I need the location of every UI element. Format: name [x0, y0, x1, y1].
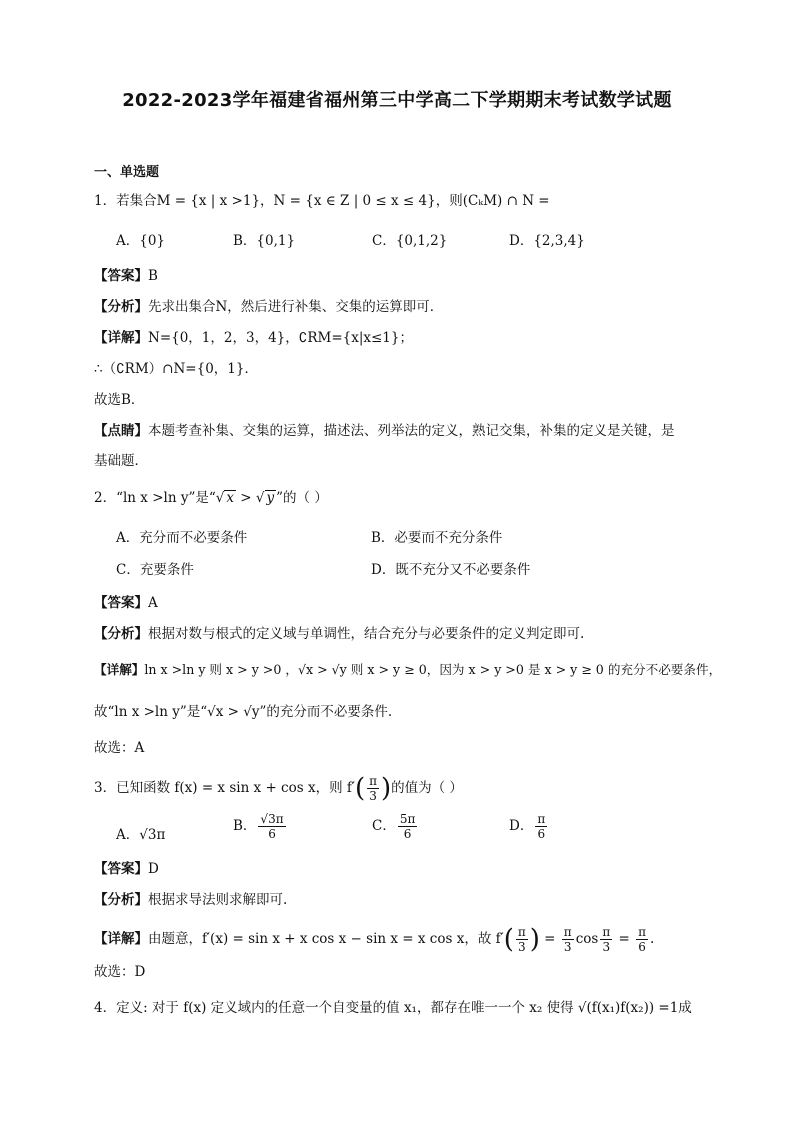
question-1-stem: 1．若集合M = {x | x >1}，N = {x ∈ Z | 0 ≤ x ≤ 4}，则(CₖM) ∩ N = — [94, 193, 550, 209]
q2-option-c: C．充要条件 — [116, 562, 194, 578]
q3-choose-line: 故选：D — [94, 964, 146, 980]
question-4-stem: 4．定义: 对于 f(x) 定义域内的任意一个自变量的值 x₁，都存在唯一一个 x₂ 使得 √(f(x₁)f(x₂)) =1成 — [94, 1000, 692, 1016]
detail-text: ln x >ln y 则 x > y >0 ，√x > √y 则 x > y ≥ 0，因为 x > y >0 是 x > y ≥ 0 的充分不必要条件， — [144, 662, 722, 677]
q3-answer-line — [94, 859, 159, 879]
question-3-stem: 3．已知函数 f(x) = x sin x + cos x，则 f′( $\frac{\pi}{3}$ )的值为（ ） — [94, 773, 463, 804]
q3-fraction: $\frac{\pi}{3}$ — [369, 774, 377, 803]
q3-stem-start: 3．已知函数 f(x) = x sin x + cos x，则 f′ — [94, 780, 355, 796]
q3-option-a: A．√3π — [116, 827, 166, 843]
note-text: 本题考查补集、交集的运算，描述法、列举法的定义，熟记交集，补集的定义是关键，是 — [148, 423, 675, 439]
q2-sqrt-y: y — [266, 490, 275, 506]
detail-text: N={0，1，2，3，4}，∁RM={x|x≤1}； — [148, 330, 413, 346]
q1-choose-line: 故选B． — [94, 392, 145, 408]
q2-option-a: A．充分而不必要条件 — [116, 530, 248, 546]
q1-answer-line — [94, 266, 158, 286]
q3-analysis-line — [94, 890, 287, 910]
analysis-text: 先求出集合N，然后进行补集、交集的运算即可． — [148, 299, 444, 315]
q1-note-line — [94, 421, 675, 441]
answer-tag: 【答案】 — [94, 595, 148, 611]
detail-tag: 【详解】 — [94, 931, 148, 947]
q1-analysis-line — [94, 297, 443, 317]
q2-answer-line — [94, 593, 158, 613]
q2-conclusion-line: 故“ln x >ln y”是“√x > √y”的充分而不必要条件. — [94, 704, 393, 720]
section-heading: 一、单选题 — [94, 165, 160, 180]
q1-option-b: B．{0,1} — [233, 233, 296, 249]
analysis-tag: 【分析】 — [94, 626, 148, 642]
answer-tag: 【答案】 — [94, 268, 148, 284]
q3-option-c: C． $\frac{5\pi}{6}$ — [372, 812, 416, 841]
q3-detail-line: 【详解】由题意，f′(x) = sin x + x cos x − sin x = x cos x，故 f′( $\frac{\pi}{3}$ ) = $\frac{\pi}{3}$ cos $\frac{\pi}{3}$ = $\frac{\pi}{6}$ . — [94, 924, 655, 955]
q2-option-d: D．既不充分又不必要条件 — [371, 562, 531, 578]
detail-tag: 【详解】 — [94, 330, 148, 346]
question-2-stem: 2．“ln x >ln y”是“√ x > √ y ”的（ ） — [94, 490, 328, 506]
q1-option-a: A．{0} — [116, 233, 166, 249]
answer-value: B — [148, 268, 158, 284]
answer-tag: 【答案】 — [94, 861, 148, 877]
q2-analysis-line — [94, 624, 584, 644]
q3-option-d: D． $\frac{\pi}{6}$ — [509, 812, 546, 841]
analysis-tag: 【分析】 — [94, 892, 148, 908]
analysis-text: 根据对数与根式的定义域与单调性，结合充分与必要条件的定义判定即可. — [148, 626, 585, 642]
q1-option-c: C．{0,1,2} — [372, 233, 448, 249]
answer-value: A — [148, 595, 158, 611]
q1-note-line-2: 基础题． — [94, 453, 148, 469]
q2-choose-line: 故选：A — [94, 740, 145, 756]
q2-detail-line — [94, 660, 721, 680]
q2-stem-end: ”的（ ） — [276, 490, 328, 506]
q3-option-b: B． $\frac{√3\pi}{6}$ — [233, 812, 284, 841]
answer-value: D — [148, 861, 159, 877]
q3-stem-end: 的值为（ ） — [391, 780, 463, 796]
q2-stem-start: 2．“ln x >ln y”是“ — [94, 490, 216, 506]
q1-option-d: D．{2,3,4} — [509, 233, 585, 249]
q2-gt: > — [235, 490, 256, 506]
note-tag: 【点睛】 — [94, 423, 148, 439]
page-title: 2022-2023学年福建省福州第三中学高二下学期期末考试数学试题 — [122, 90, 672, 111]
q1-therefore-line: ∴（∁RM）∩N={0，1}． — [94, 361, 258, 377]
q1-detail-line — [94, 328, 413, 348]
detail-tag: 【详解】 — [94, 662, 145, 677]
q2-option-b: B．必要而不充分条件 — [371, 530, 503, 546]
analysis-tag: 【分析】 — [94, 299, 148, 315]
q2-sqrt-x: x — [226, 490, 234, 506]
analysis-text: 根据求导法则求解即可. — [148, 892, 288, 908]
